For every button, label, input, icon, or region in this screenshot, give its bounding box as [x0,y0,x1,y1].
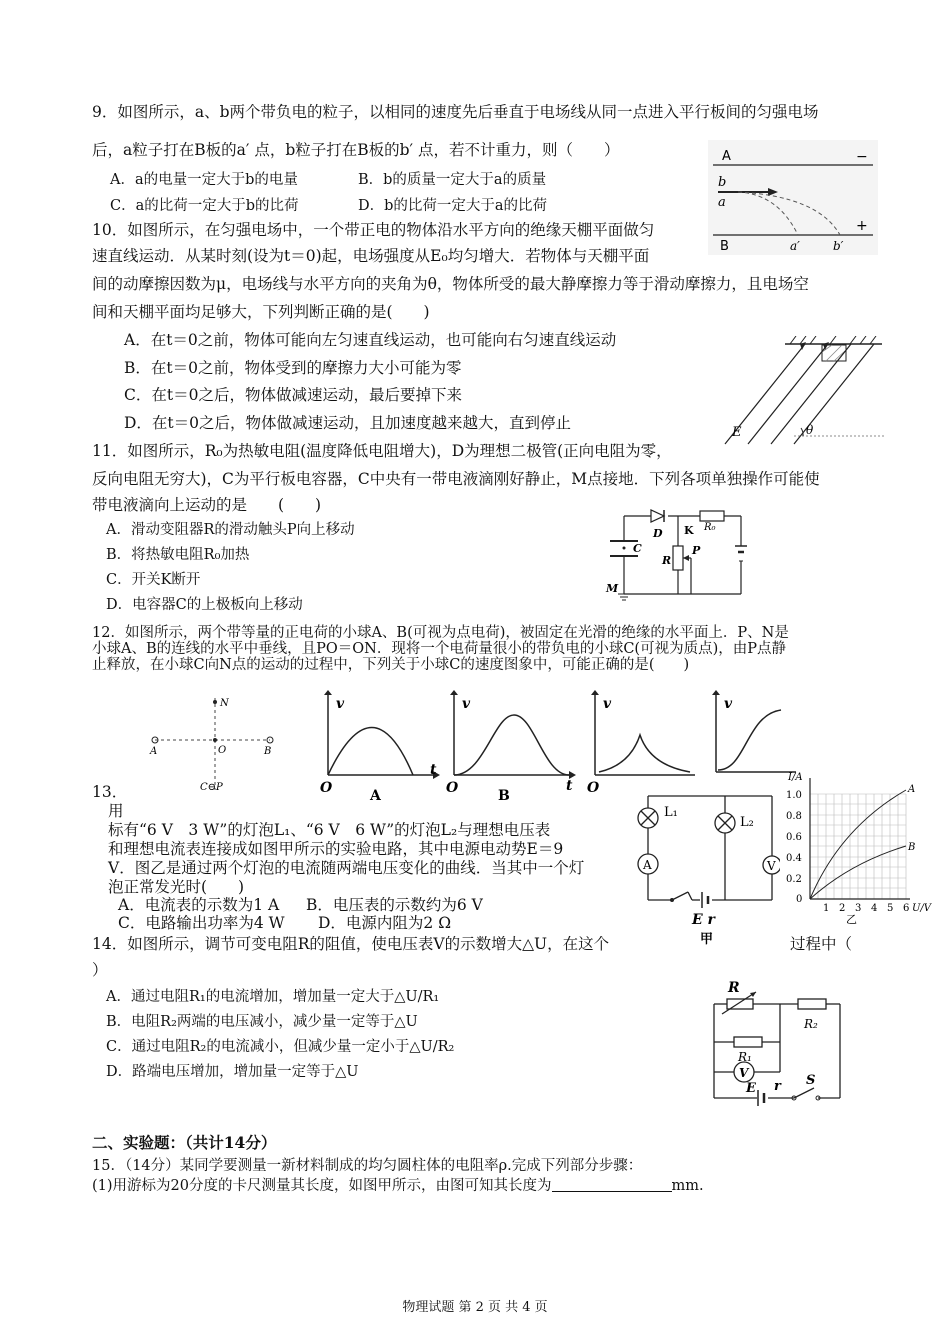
answer-blank[interactable] [552,1177,672,1192]
q14-option-c: C．通过电阻R₂的电流减小，但减少量一定小于△U/R₂ [106,1039,455,1055]
q13-circuit-jia [630,788,780,948]
page-footer: 物理试题 第 2 页 共 4 页 [402,1300,548,1315]
curve-a-label: A [908,784,916,795]
xtick-3: 3 [855,903,862,914]
q10-option-c: C．在t＝0之后，物体做减速运动，最后要掉下来 [124,386,462,404]
xtick-2: 2 [839,903,846,914]
graph-d-v-label: v [724,696,733,712]
q13-line2: 和理想电流表连接成如图甲所示的实验电路，其中电源电动势E＝9 [108,840,564,858]
plate-b-label: B [720,239,729,254]
q15-line2-text: (1)用游标为20分度的卡尺测量其长度，如图甲所示，由图可知其长度为 [92,1178,552,1194]
slider-p-label: P [692,544,701,557]
resistor-r2-label: R₂ [804,1017,818,1031]
source-e-label: E [746,1081,756,1096]
q9-line1: 9．如图所示，a、b两个带负电的粒子，以相同的速度先后垂直于电场线从同一点进入平行板间的匀强电场 [92,103,819,121]
graph-b-origin: O [446,780,459,796]
q9-option-a: A．a的电量一定大于b的电量 [110,172,298,188]
ball-b-label: B [264,746,272,757]
q11-circuit [596,506,756,606]
graph-b-v-label: v [462,696,471,712]
q13-option-b: B．电压表的示数约为6 V [306,896,483,914]
q14-option-b: B．电阻R₂两端的电压减小，减少量一定等于△U [106,1014,418,1030]
ytick-3: 0.6 [786,832,802,843]
graph-a-t-label: t [430,762,437,778]
particle-a-label: a [718,195,726,210]
internal-r-label: r [774,1079,781,1094]
q13-line4: 泡正常发光时( ) [108,878,245,896]
point-b-prime: b′ [833,239,844,253]
rheostat-label: R [662,554,672,567]
q11-line2: 反向电阻无穷大)，C为平行板电容器，C中央有一带电液滴刚好静止，M点接地．下列各项单独操作可能使 [92,470,820,488]
q13-iu-graph [780,768,940,928]
q12-graph-a [318,690,443,802]
q11-option-a: A．滑动变阻器R的滑动触头P向上移动 [106,522,355,538]
q10-figure [710,336,885,446]
capacitor-label: C [633,542,642,555]
q14-line1b: 过程中（ [790,935,853,953]
q10-line4: 间和天棚平面均足够大，下列判断正确的是( ) [92,303,430,321]
theta-label: θ [806,423,814,437]
r0-label: R₀ [704,522,716,533]
q14-circuit [702,978,852,1110]
q10-line3: 间的动摩擦因数为μ，电场线与水平方向的夹角为θ，物体所受的最大静摩擦力等于滑动摩擦力，且电场空 [92,275,809,293]
xtick-6: 6 [903,903,910,914]
q14-line1a: 14．如图所示，调节可变电阻R的阻值，使电压表V的示数增大△U，在这个 [92,935,610,953]
q9-line2: 后，a粒子打在B板的a′ 点，b粒子打在B板的b′ 点，若不计重力，则（ ） [92,141,620,159]
ytick-4: 0.4 [786,853,802,864]
q13-option-c: C．电路输出功率为4 W [118,914,285,932]
plus-sign: + [856,218,868,234]
curve-b-label: B [908,842,916,853]
q14-option-d: D．路端电压增加，增加量一定等于△U [106,1064,359,1080]
q14-option-a: A．通过电阻R₁的电流增加，增加量一定大于△U/R₁ [106,989,440,1005]
q9-figure [708,140,878,255]
q10-option-b: B．在t＝0之前，物体受到的摩擦力大小可能为零 [124,359,462,377]
q11-line1: 11．如图所示，R₀为热敏电阻(温度降低电阻增大)，D为理想二极管(正向电阻为零， [92,442,672,460]
ytick-2: 0.8 [786,811,802,822]
switch-k-label: K [684,524,694,537]
q11-option-b: B．将热敏电阻R₀加热 [106,547,250,563]
q10-line2: 速直线运动．从某时刻(设为t＝0)起，电场强度从E₀均匀增大．若物体与天棚平面 [92,247,650,265]
graph-a-origin: O [320,780,333,796]
minus-sign: − [856,149,868,165]
q9-option-d: D．b的比荷一定大于a的比荷 [358,198,548,214]
circuit-jia-caption: 甲 [700,932,714,947]
field-e-label: E [732,425,742,440]
q13-option-a: A．电流表的示数为1 A [118,896,280,914]
graph-c-origin: O [587,780,600,796]
q10-option-d: D．在t＝0之后，物体做减速运动，且加速度越来越大，直到停止 [124,414,572,432]
q12-charge-figure [140,690,285,800]
section-2-title: 二、实验题：（共计14分） [92,1133,277,1152]
ball-a-label: A [150,746,158,757]
q12-graph-b [444,690,584,802]
y-axis-label: I/A [788,772,803,783]
xtick-1: 1 [823,903,830,914]
q13-yong: 用 [108,802,124,820]
point-n-label: N [220,698,229,709]
q13-option-d: D．电源内阻为2 Ω [318,914,452,932]
switch-s-label: S [806,1073,816,1088]
q10-line1: 10．如图所示，在匀强电场中，一个带正电的物体沿水平方向的绝缘天棚平面做匀 [92,221,655,239]
point-m-label: M [606,582,619,595]
diode-label: D [653,527,663,540]
point-o-label: O [218,745,227,756]
resistor-r1-label: R₁ [738,1050,752,1064]
voltmeter-label: V [767,859,776,873]
xtick-5: 5 [887,903,894,914]
q12-line3: 止释放，在小球C向N点的运动的过程中，下列关于小球C的速度图象中，可能正确的是( ) [92,657,690,673]
q9-option-b: B．b的质量一定大于a的质量 [358,172,547,188]
q12-graph-c [585,690,705,802]
source-er-label: E r [692,912,715,928]
ball-c-label: C⊖P [200,782,223,793]
q13-number: 13． [92,783,128,801]
ytick-1: 1.0 [786,790,802,801]
q15-line1: 15．（14分）某同学要测量一新材料制成的均匀圆柱体的电阻率ρ.完成下列部分步骤： [92,1158,643,1174]
q9-option-c: C．a的比荷一定大于b的比荷 [110,198,299,214]
q12-line2: 小球A、B的连线的水平中垂线，且PO＝ON．现将一个电荷量很小的带负电的小球C(可视为质点)，由P点静 [92,641,787,657]
q13-line1: 标有“6 V 3 W”的灯泡L₁、“6 V 6 W”的灯泡L₂与理想电压表 [108,821,551,839]
plate-a-label: A [722,149,731,164]
x-axis-label: U/V [912,903,932,914]
graph-b-caption: B [498,788,510,802]
q14-line2: ） [92,961,108,979]
graph-b-t-label: t [566,778,573,794]
point-a-prime: a′ [790,239,800,253]
ytick-6: 0 [796,894,803,905]
q11-option-c: C．开关K断开 [106,572,201,588]
ytick-5: 0.2 [786,874,802,885]
particle-b-label: b [718,175,727,190]
q15-line2 [92,1176,704,1196]
q12-line1: 12．如图所示，两个带等量的正电荷的小球A、B(可视为点电荷)，被固定在光滑的绝缘的水平面上．P、N是 [92,625,789,641]
graph-a-caption: A [370,788,381,802]
graph-c-v-label: v [603,696,612,712]
q11-line3: 带电液滴向上运动的是 ( ) [92,496,322,514]
ammeter-label: A [643,858,652,872]
q13-line3: V．图乙是通过两个灯泡的电流随两端电压变化的曲线．当其中一个灯 [108,859,585,877]
lamp-l2-label: L₂ [740,815,754,830]
q10-option-a: A．在t＝0之前，物体可能向左匀速直线运动，也可能向右匀速直线运动 [124,331,617,349]
q15-unit: mm. [671,1178,704,1194]
q11-option-d: D．电容器C的上极板向上移动 [106,597,303,613]
xtick-4: 4 [871,903,878,914]
graph-yi-caption: 乙 [846,913,857,926]
graph-a-v-label: v [336,696,345,712]
lamp-l1-label: L₁ [664,805,678,820]
rheostat-r-label: R [728,980,740,996]
voltmeter-v-label: V [739,1066,749,1080]
